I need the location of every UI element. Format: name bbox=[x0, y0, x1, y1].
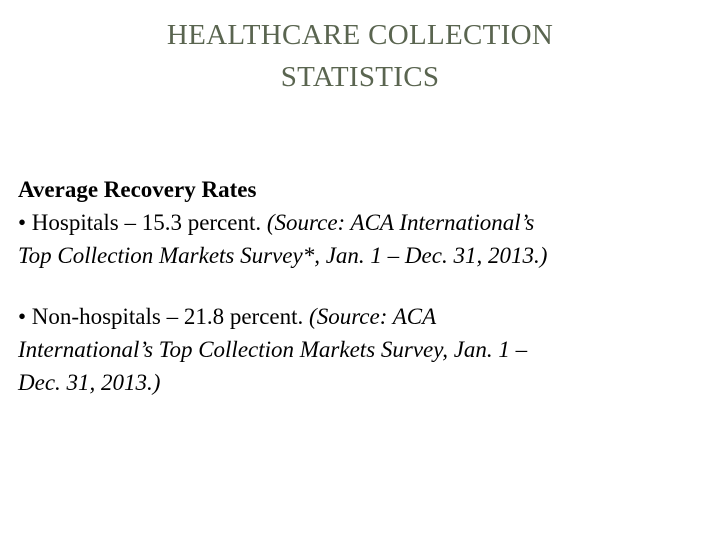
bullet-non-hospitals-line-2 bbox=[18, 333, 708, 366]
bullet-hospitals-source-start: (Source: ACA International’s bbox=[266, 210, 535, 235]
bullet-non-hospitals-source-middle: International’s Top Collection Markets Survey, Jan. 1 – bbox=[18, 337, 528, 362]
bullet-hospitals-line-1 bbox=[18, 206, 708, 239]
bullet-gap bbox=[18, 272, 708, 300]
bullet-non-hospitals-source-end: Dec. 31, 2013.) bbox=[18, 370, 161, 395]
slide-title bbox=[60, 14, 660, 98]
bullet-hospitals-text: • Hospitals – 15.3 percent. bbox=[18, 210, 267, 235]
bullet-hospitals-line-2 bbox=[18, 239, 708, 272]
bullet-non-hospitals-source-start: (Source: ACA bbox=[309, 304, 437, 329]
section-heading: Average Recovery Rates bbox=[18, 177, 257, 202]
slide-title-line-1: HEALTHCARE COLLECTION bbox=[166, 19, 554, 51]
slide-title-line-2: STATISTICS bbox=[280, 61, 440, 93]
bullet-hospitals-source-end: *, Jan. 1 – Dec. 31, 2013.) bbox=[302, 243, 548, 268]
bullet-non-hospitals-line-3 bbox=[18, 366, 708, 399]
bullet-non-hospitals-line-1 bbox=[18, 300, 708, 333]
bullet-non-hospitals-text: • Non-hospitals – 21.8 percent. bbox=[18, 304, 310, 329]
slide-body bbox=[18, 173, 708, 399]
bullet-hospitals-source-survey: Top Collection Markets Survey bbox=[18, 243, 303, 268]
